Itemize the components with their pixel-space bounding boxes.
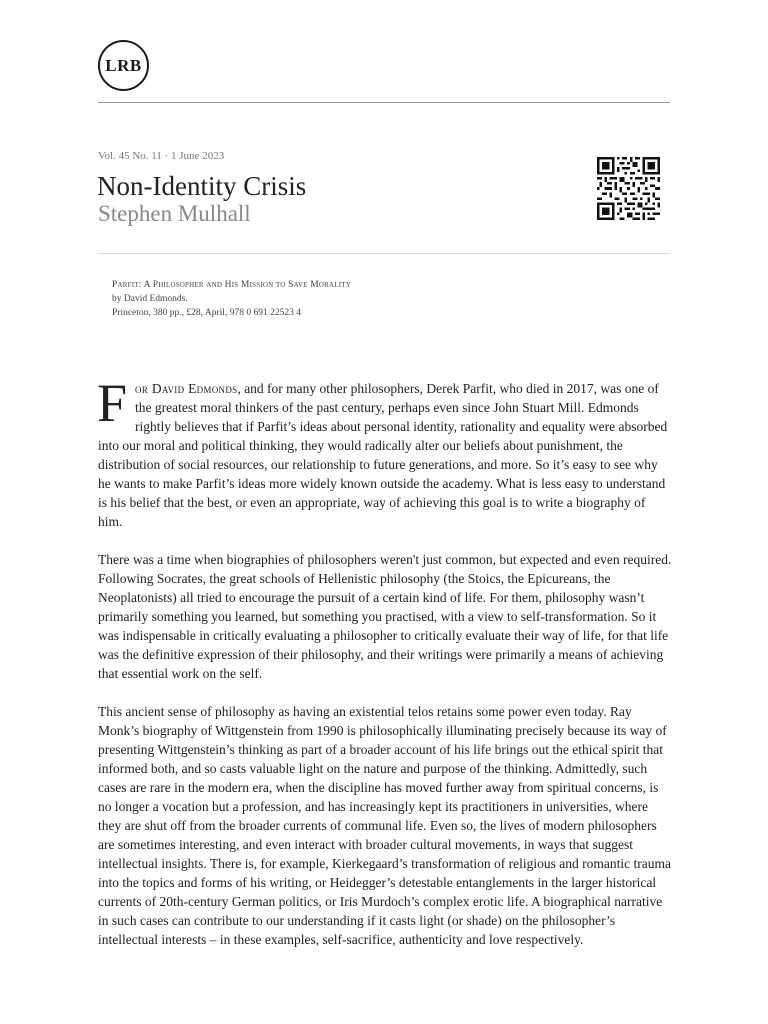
paragraph: This ancient sense of philosophy as having an existential telos retains some power even today. Ray Monk’s biography of Wittgenstein from 1990 is philosophically illuminating precisely because its way of presenting Wittgenstein’s thinking as part of a broader account of his life brings out the ethical spirit that informed both, and so casts valuable light on the nature and purpose of the thinking. Admittedly, such cases are rare in the modern era, when the discipline has moved further away from spiritual concerns, is no longer a vocation but a profession, and has increasingly kept its practitioners in universities, where they are shut off from the broader currents of communal life. Even so, the lives of modern philosophers are sometimes interesting, and even interact with broader cultural movements, in ways that suggest intellectual insights. There is, for example, Kierkegaard’s transformation of religious and romantic trauma into the topics and forms of his writing, or Heidegger’s detestable entanglements in the larger historical currents of 20th-century German politics, or Iris Murdoch’s complex erotic life. A biographical narrative in such cases can contribute to our understanding if it casts light (or shade) on the philosopher’s intellectual interests – in these examples, self-sacrifice, authenticity and love respectively. [98, 704, 671, 947]
lrb-logo[interactable] [98, 40, 149, 91]
book-details: Princeton, 380 pp., £28, April, 978 0 691 22523 4 [112, 308, 301, 318]
header-divider [98, 102, 670, 103]
article-title: Non-Identity Crisis [97, 171, 307, 201]
book-byline: by David Edmonds. [112, 294, 188, 304]
issue-info: Vol. 45 No. 11 · 1 June 2023 [98, 150, 225, 162]
article-body [97, 373, 672, 968]
paragraph-text: , and for many other philosophers, Derek Parfit, who died in 2017, was one of the greatest moral thinkers of the past century, perhaps even since John Stuart Mill. Edmonds rightly believes that if Parfit’s ideas about personal identity, rationality and equality were absorbed into our moral and political thinking, they would radically alter our beliefs about punishment, the distribution of social resources, our relationship to future generations, and more. So it’s easy to see why he wants to make Parfit’s ideas more widely known outside the academy. What is less easy to understand is his belief that the best, or even an appropriate, way of achieving this goal is to write a biography of him. [98, 381, 668, 529]
paragraph: There was a time when biographies of philosophers weren't just common, but expected and even required. Following Socrates, the great schools of Hellenistic philosophy (the Stoics, the Epicureans, the Neoplatonists) all tried to encourage the pursuit of a certain kind of life. For them, philosophy wasn’t primarily something you learned, but something you practised, with a view to self-transformation. So it was indispensable in critically evaluating a philosopher to critically evaluate their way of life, for that life was the definitive expression of their philosophy, and their writings were primarily a means of achieving that essential work on the self. [98, 552, 672, 681]
qr-code-icon [597, 157, 660, 220]
book-info [112, 278, 351, 320]
paragraph [97, 373, 672, 531]
section-divider [98, 253, 670, 254]
book-title: Parfit: A Philosopher and His Mission to Save Morality [112, 280, 351, 290]
drop-cap: F [97, 373, 128, 433]
article-author[interactable]: Stephen Mulhall [98, 201, 251, 226]
logo-text: LRB [105, 55, 142, 75]
lead-in: or David Edmonds [135, 381, 238, 396]
